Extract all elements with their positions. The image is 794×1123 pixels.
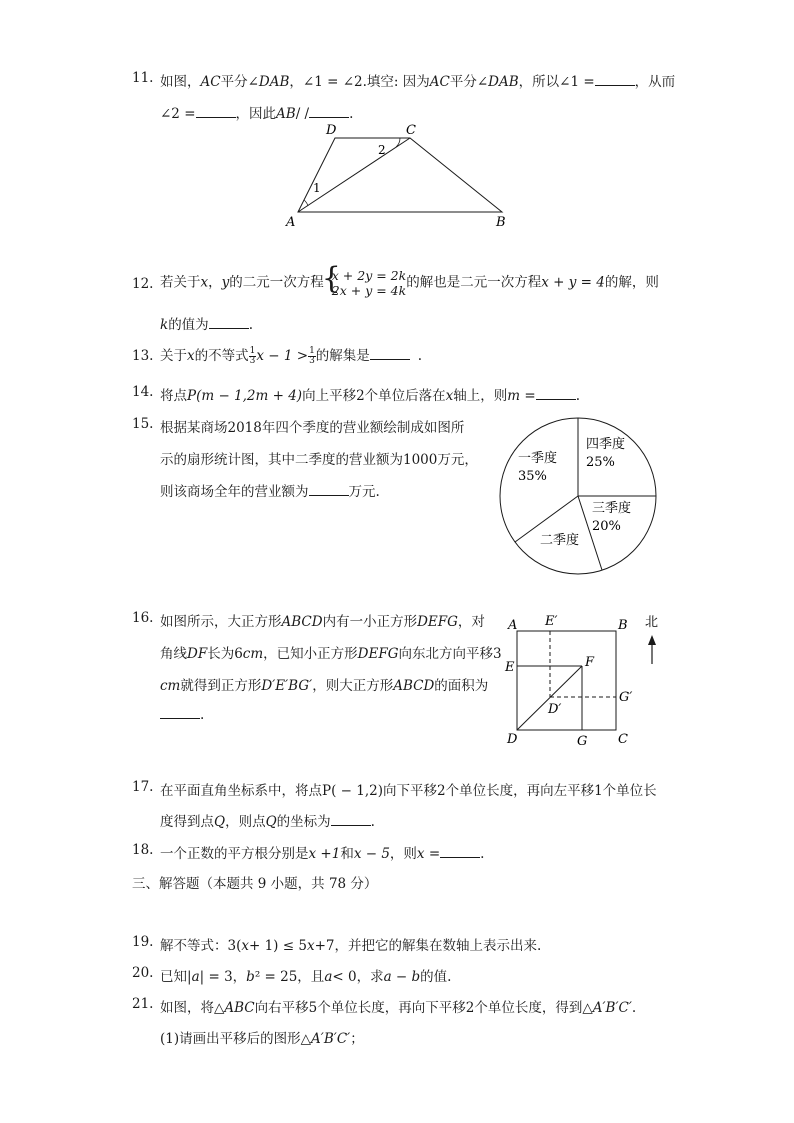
answer-blank (331, 813, 371, 826)
q16-label-g-prime: G′ (619, 690, 633, 705)
q17-line1: 在平面直角坐标系中，将点P( − 1,2)向下平移2个单位长度，再向左平移1个单位长 (160, 783, 657, 799)
q21-number: 21. (132, 996, 154, 1012)
q17-line2: 度得到点Q，则点Q的坐标为 . (160, 814, 375, 830)
q16-label-e: E (505, 660, 515, 675)
q19-number: 19. (132, 934, 154, 950)
q16-line4: . (160, 706, 204, 723)
q11-line2: ∠2 = ，因此AB/ / . (160, 106, 354, 122)
answer-blank (595, 73, 635, 86)
pie-q2-label: 二季度 (540, 533, 580, 548)
q11-label-d: D (326, 123, 337, 138)
q11-label-a: A (286, 215, 296, 230)
pie-q3-pct: 20% (592, 519, 621, 534)
q16-north-label: 北 (645, 615, 659, 630)
pie-q4-label: 四季度 (586, 437, 626, 452)
answer-blank (440, 845, 480, 858)
q16-line3: cm就得到正方形D′E′BG′，则大正方形ABCD的面积为 (160, 678, 489, 694)
q12-line2: k的值为 . (160, 317, 253, 333)
q16-label-c: C (618, 732, 628, 747)
pie-q4-pct: 25% (586, 455, 615, 470)
q13-line: 关于x的不等式 $\frac{1}{3}$ x − 1 > $\frac{1}{3}$ 的解集是 . (160, 346, 423, 366)
q13-number: 13. (132, 348, 154, 364)
q16-square-figure (500, 608, 670, 748)
pie-q1-label: 一季度 (518, 451, 558, 466)
q16-label-e-prime: E′ (545, 614, 558, 629)
q16-label-d-prime: D′ (548, 702, 562, 717)
q16-label-b: B (618, 618, 628, 633)
answer-blank (196, 105, 236, 118)
q16-line1: 如图所示，大正方形ABCD内有一小正方形DEFG，对 (160, 614, 485, 630)
q11-trapezoid-figure (280, 120, 520, 235)
q20-line: 已知|a| = 3，b² = 25，且a< 0，求a − b的值. (160, 969, 452, 985)
section-heading: 三、解答题（本题共 9 小题，共 78 分） (132, 876, 378, 892)
q16-label-f: F (585, 655, 595, 670)
q12-equation-system: { x + 2y = 2k 2x + y = 4k (324, 268, 406, 298)
q18-line: 一个正数的平方根分别是x +1和x − 5，则x = . (160, 846, 485, 862)
q11-line1: 如图，AC平分∠DAB，∠1 = ∠2.填空: 因为AC平分∠DAB，所以∠1 = ，从而 (160, 74, 676, 90)
q21-line2: (1)请画出平移后的图形△A′B′C′； (160, 1031, 364, 1047)
q12-line1: 若关于x，y的二元一次方程 { x + 2y = 2k 2x + y = 4k 的解也是二元一次方程x + y = 4的解，则 (160, 268, 659, 298)
q18-number: 18. (132, 842, 154, 858)
q11-angle-1: 1 (313, 181, 321, 195)
answer-blank (309, 105, 349, 118)
q20-number: 20. (132, 965, 154, 981)
north-arrowhead-icon (648, 635, 656, 645)
q16-number: 16. (132, 610, 154, 626)
q16-label-a: A (508, 618, 518, 633)
q15-number: 15. (132, 416, 154, 432)
q15-line1: 根据某商场2018年四个季度的营业额绘制成如图所 (160, 420, 465, 436)
pie-q1-pct: 35% (518, 469, 547, 484)
q21-line1: 如图，将△ABC向右平移5个单位长度，再向下平移2个单位长度，得到△A′B′C′. (160, 1000, 637, 1016)
q16-label-g: G (577, 734, 588, 748)
answer-blank (160, 706, 200, 719)
q15-line2: 示的扇形统计图，其中二季度的营业额为1000万元， (160, 452, 478, 468)
q12-number: 12. (132, 276, 154, 292)
q16-line2: 角线DF长为6cm，已知小正方形DEFG向东北方向平移3 (160, 646, 502, 662)
q15-line3: 则该商场全年的营业额为 万元. (160, 484, 380, 500)
q14-number: 14. (132, 384, 154, 400)
q14-line: 将点P(m − 1,2m + 4)向上平移2个单位后落在x轴上，则m = . (160, 388, 580, 404)
q11-label-b: B (496, 215, 506, 230)
q11-number: 11. (132, 70, 154, 86)
q15-pie-chart (498, 416, 666, 580)
q17-number: 17. (132, 779, 154, 795)
pie-q3-label: 三季度 (592, 501, 632, 516)
answer-blank (209, 316, 249, 329)
q11-label-c: C (406, 123, 416, 138)
q11-angle-2: 2 (378, 143, 386, 157)
answer-blank (536, 387, 576, 400)
answer-blank (309, 483, 349, 496)
q19-line: 解不等式：3(x+ 1) ≤ 5x+7，并把它的解集在数轴上表示出来. (160, 938, 542, 954)
q16-label-d: D (507, 732, 518, 747)
answer-blank (370, 347, 410, 360)
